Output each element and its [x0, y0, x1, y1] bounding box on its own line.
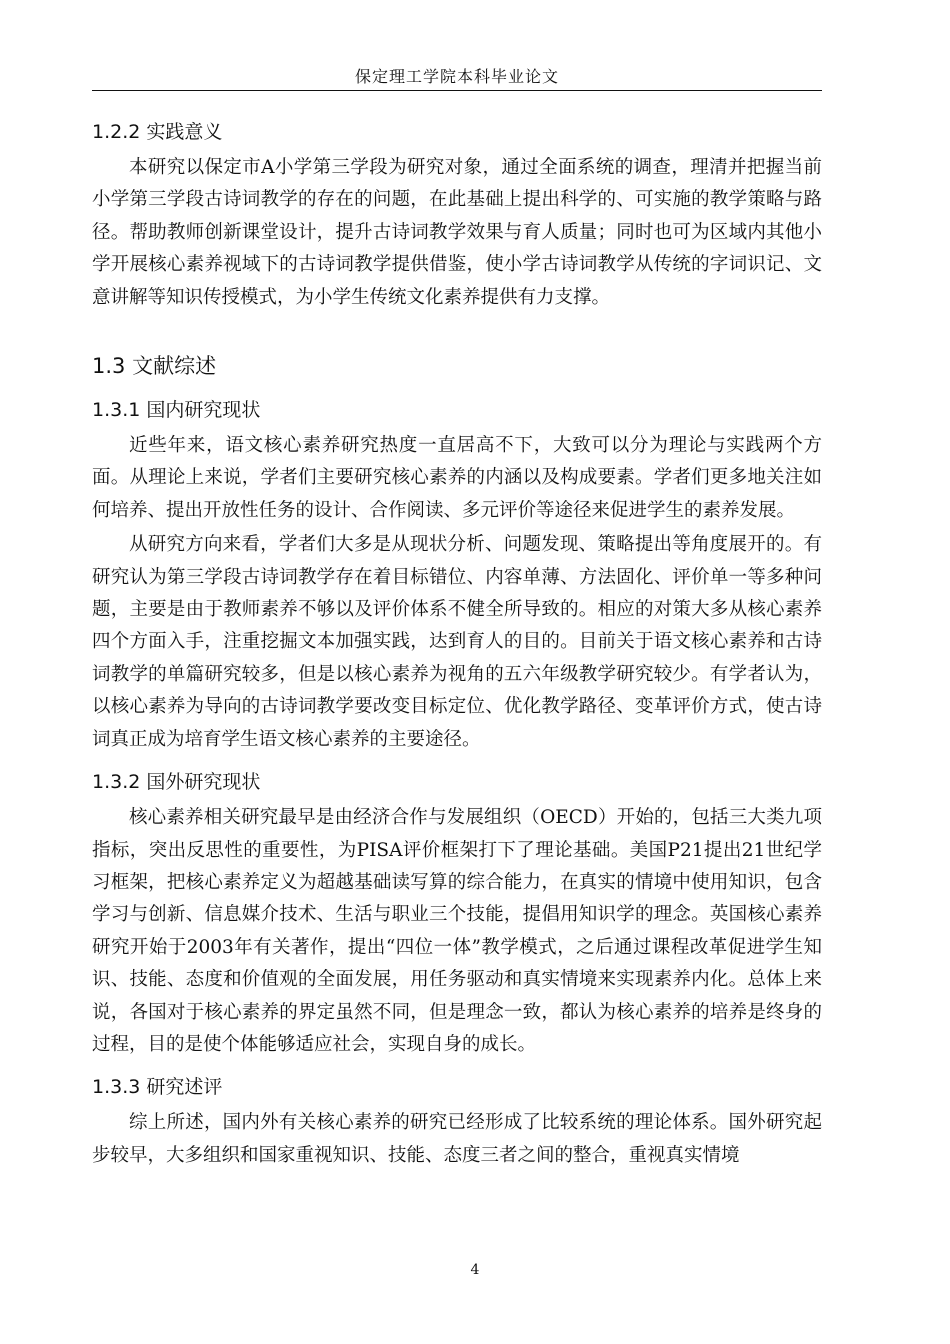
page-number: 4 [470, 1262, 480, 1278]
heading-1-3-1: 1.3.1 国内研究现状 [92, 399, 261, 422]
page-body [92, 112, 822, 1174]
paragraph: 近些年来，语文核心素养研究热度一直居高不下，大致可以分为理论与实践两个方面。从理论上来说，学者们主要研究核心素养的内涵以及构成要素。学者们更多地关注如何培养、提出开放性任务的设计、合作阅读、多元评价等途径来促进学生的素养发展。 [92, 435, 822, 521]
heading-1-2-2: 1.2.2 实践意义 [92, 121, 223, 143]
header-divider [92, 90, 822, 91]
paragraph: 本研究以保定市A小学第三学段为研究对象，通过全面系统的调查，理清并把握当前小学第三学段古诗词教学的存在的问题，在此基础上提出科学的、可实施的教学策略与路径。帮助教师创新课堂设计，提升古诗词教学效果与育人质量；同时也可为区域内其他小学开展核心素养视域下的古诗词教学提供借鉴，使小学古诗词教学从传统的字词识记、文意讲解等知识传授模式，为小学生传统文化素养提供有力支撑。 [92, 157, 822, 308]
paragraph: 从研究方向来看，学者们大多是从现状分析、问题发现、策略提出等角度展开的。有研究认为第三学段古诗词教学存在着目标错位、内容单薄、方法固化、评价单一等多种问题，主要是由于教师素养不够以及评价体系不健全所导致的。相应的对策大多从核心素养四个方面入手，注重挖掘文本加强实践，达到育人的目的。目前关于语文核心素养和古诗词教学的单篇研究较多，但是以核心素养为视角的五六年级教学研究较少。有学者认为，以核心素养为导向的古诗词教学要改变目标定位、优化教学路径、变革评价方式，使古诗词真正成为培育学生语文核心素养的主要途径。 [92, 534, 822, 750]
heading-1-3-3: 1.3.3 研究述评 [92, 1076, 223, 1099]
paragraph: 综上所述，国内外有关核心素养的研究已经形成了比较系统的理论体系。国外研究起步较早，大多组织和国家重视知识、技能、态度三者之间的整合，重视真实情境 [92, 1112, 822, 1166]
heading-1-3-2: 1.3.2 国外研究现状 [92, 771, 261, 794]
page-header-title: 保定理工学院本科毕业论文 [354, 67, 559, 86]
paragraph: 核心素养相关研究最早是由经济合作与发展组织（OECD）开始的，包括三大类九项指标，突出反思性的重要性，为PISA评价框架打下了理论基础。美国P21提出21世纪学习框架，把核心素养定义为超越基础读写算的综合能力，在真实的情境中使用知识，包含学习与创新、信息媒介技术、生活与职业三个技能，提倡用知识学的理念。英国核心素养研究开始于2003年有关著作，提出“四位一体”教学模式，之后通过课程改革促进学生知识、技能、态度和价值观的全面发展，用任务驱动和真实情境来实现素养内化。总体上来说，各国对于核心素养的界定虽然不同，但是理念一致，都认为核心素养的培养是终身的过程，目的是使个体能够适应社会，实现自身的成长。 [92, 807, 822, 1055]
heading-1-3: 1.3 文献综述 [92, 354, 217, 379]
